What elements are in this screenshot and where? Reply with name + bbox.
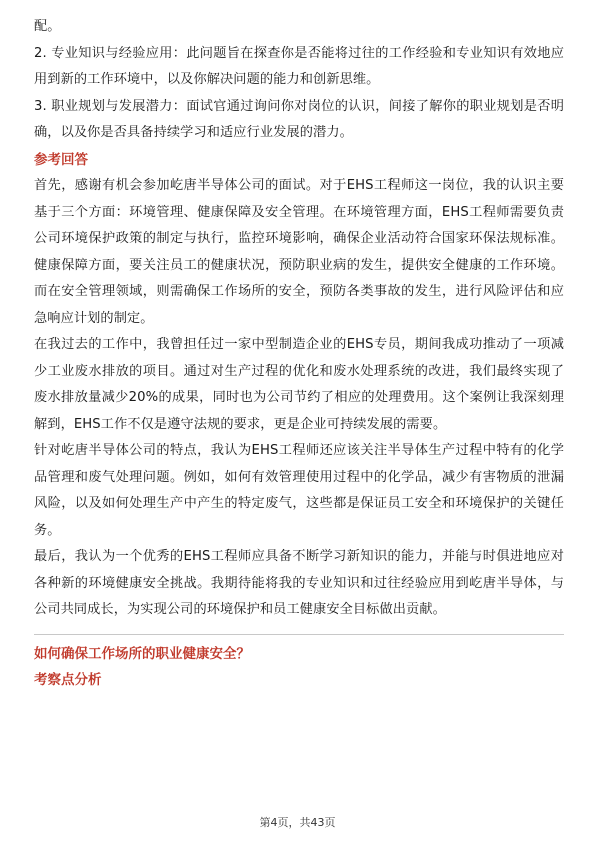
answer-paragraph-4: 最后，我认为一个优秀的EHS工程师应具备不断学习新知识的能力，并能与时俱进地应对各种新的环境健康安全挑战。我期待能将我的专业知识和过往经验应用到屹唐半导体，与公司共同成长，为实现公司的环境保护和员工健康安全目标做出贡献。 bbox=[34, 549, 564, 617]
answer-paragraph-2: 在我过去的工作中，我曾担任过一家中型制造企业的EHS专员，期间我成功推动了一项减少工业废水排放的项目。通过对生产过程的优化和废水处理系统的改进，我们最终实现了废水排放量减少20%的成果，同时也为公司节约了相应的处理费用。这个案例让我深刻理解到，EHS工作不仅是遵守法规的要求，更是企业可持续发展的需要。 bbox=[34, 337, 564, 432]
paragraph-point-2: 2. 专业知识与经验应用：此问题旨在探查你是否能将过往的工作经验和专业知识有效地应用到新的工作环境中，以及你解决问题的能力和创新思维。 bbox=[34, 45, 564, 87]
answer-paragraph-3: 针对屹唐半导体公司的特点，我认为EHS工程师还应该关注半导体生产过程中特有的化学品管理和废气处理问题。例如，如何有效管理使用过程中的化学品，减少有害物质的泄漏风险，以及如何处理生产中产生的特定废气，这些都是保证员工安全和环境保护的关键任务。 bbox=[34, 443, 564, 538]
analysis-heading: 考察点分析 bbox=[34, 672, 102, 688]
question-heading: 如何确保工作场所的职业健康安全？ bbox=[34, 645, 250, 662]
document-page bbox=[34, 14, 564, 694]
page-number: 第4页，共43页 bbox=[259, 816, 336, 829]
section-divider bbox=[34, 634, 564, 635]
answer-paragraph-1: 首先，感谢有机会参加屹唐半导体公司的面试。对于EHS工程师这一岗位，我的认识主要基于三个方面：环境管理、健康保障及安全管理。在环境管理方面，EHS工程师需要负责公司环境保护政策的制定与执行，监控环境影响，确保企业活动符合国家环保法规标准。健康保障方面，要关注员工的健康状况，预防职业病的发生，提供安全健康的工作环境。而在安全管理领域，则需确保工作场所的安全，预防各类事故的发生，进行风险评估和应急响应计划的制定。 bbox=[34, 178, 564, 326]
reference-answer-heading: 参考回答 bbox=[34, 151, 88, 168]
paragraph-continuation: 配。 bbox=[34, 19, 61, 34]
paragraph-point-3: 3. 职业规划与发展潜力：面试官通过询问你对岗位的认识，间接了解你的职业规划是否明确，以及你是否具备持续学习和适应行业发展的潜力。 bbox=[34, 98, 564, 140]
